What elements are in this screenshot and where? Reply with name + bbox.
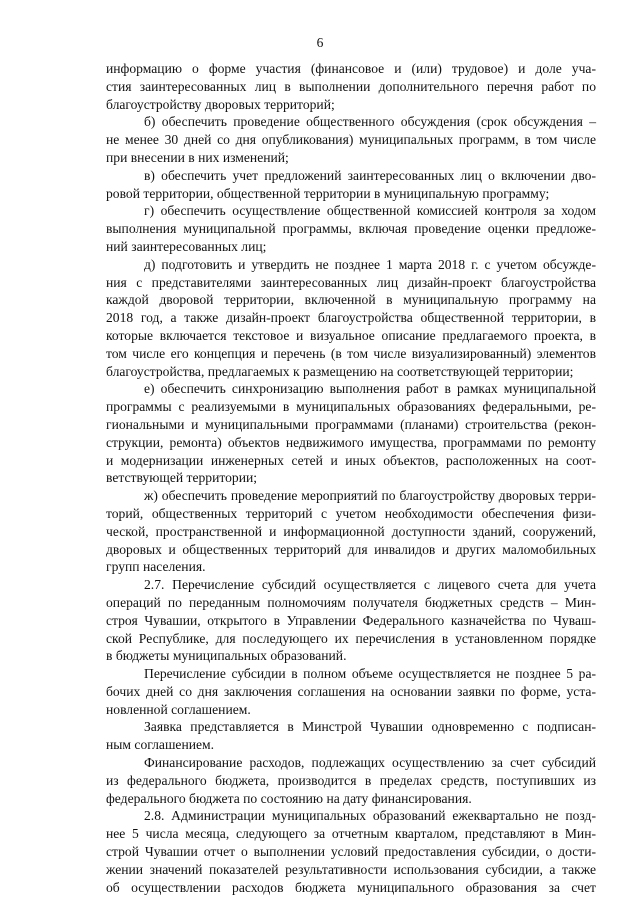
text-line: не менее 30 дней со дня опубликования) муниципальных программ, в том числе xyxy=(106,132,596,148)
text-line: ний заинтересованных лиц; xyxy=(106,238,267,254)
paragraph xyxy=(106,167,596,203)
text-line: строя Чувашии, открытого в Управлении Федерального казначейства по Чуваш- xyxy=(106,612,596,628)
paragraph xyxy=(106,202,596,255)
text-line: ным соглашением. xyxy=(106,737,215,753)
text-line: федерального бюджета по состоянию на дату финансирования. xyxy=(106,790,472,806)
paragraph xyxy=(106,718,596,754)
text-line: благоустройству дворовых территорий; xyxy=(106,96,335,112)
text-line: г) обеспечить осуществление общественной комиссией контроля за ходом xyxy=(144,203,596,219)
text-line: том числе его концепция и перечень (в том числе визуализированный) элементов xyxy=(106,345,596,361)
text-line: строй Чувашии отчет о выполнении условий предоставления субсидии, о дости- xyxy=(106,844,596,860)
text-line: операций по переданным полномочиям получателя бюджетных средств – Мин- xyxy=(106,594,596,610)
paragraph xyxy=(106,576,596,665)
paragraph xyxy=(106,665,596,718)
text-line: ния с представителями заинтересованных лиц дизайн-проект благоустройства xyxy=(106,274,596,290)
text-line: б) обеспечить проведение общественного обсуждения (срок обсуждения – xyxy=(144,114,596,130)
text-line: в бюджеты муниципальных образований. xyxy=(106,648,347,664)
text-line: ческой, пространственной и информационной доступности зданий, сооружений, xyxy=(106,523,596,539)
text-line: Финансирование расходов, подлежащих осуществлению за счет субсидий xyxy=(144,755,596,771)
page-number: 6 xyxy=(316,35,324,50)
text-line: программы с реализуемыми в муниципальных образованиях федеральными, ре- xyxy=(106,399,596,415)
paragraph xyxy=(106,380,596,487)
text-line: торий, общественных территорий с учетом необходимости обеспечения физи- xyxy=(106,505,596,521)
text-line: Перечисление субсидии в полном объеме осуществляется не позднее 5 ра- xyxy=(144,666,596,682)
text-line: е) обеспечить синхронизацию выполнения работ в рамках муниципальной xyxy=(144,381,596,397)
text-line: струкции, ремонта) объектов недвижимого имущества, программами по ремонту xyxy=(106,434,596,450)
text-line: ветствующей территории; xyxy=(106,470,258,486)
document-body xyxy=(106,60,596,896)
text-line: гиональными и муниципальными программами (планами) строительства (рекон- xyxy=(106,416,596,432)
text-line: 2.8. Администрации муниципальных образований ежеквартально не позд- xyxy=(144,808,596,824)
paragraph xyxy=(106,60,596,113)
text-line: д) подготовить и утвердить не позднее 1 марта 2018 г. с учетом обсужде- xyxy=(144,256,596,272)
text-line: благоустройства, предлагаемых к размещению на соответствующей территории; xyxy=(106,363,574,379)
text-line: групп населения. xyxy=(106,559,206,575)
text-line: дворовых и общественных территорий для инвалидов и других маломобильных xyxy=(106,541,596,557)
text-line: которые включается текстовое и визуальное описание предлагаемого проекта, в xyxy=(106,327,596,343)
text-line: каждой дворовой территории, включенной в муниципальную программу на xyxy=(106,292,596,308)
text-line: нее 5 числа месяца, следующего за отчетным кварталом, представляют в Мин- xyxy=(106,826,596,842)
text-line: ж) обеспечить проведение мероприятий по благоустройству дворовых терри- xyxy=(144,488,596,504)
text-line: жении значений показателей результативности использования субсидии, а также xyxy=(106,861,596,877)
text-line: информацию о форме участия (финансовое и (или) трудовое) и доле уча- xyxy=(106,61,596,76)
paragraph xyxy=(106,487,596,576)
text-line: бочих дней со дня заключения соглашения на основании заявки по форме, уста- xyxy=(106,683,596,699)
text-line: 2.7. Перечисление субсидий осуществляется с лицевого счета для учета xyxy=(144,577,596,593)
text-line: при внесении в них изменений; xyxy=(106,149,289,165)
paragraph xyxy=(106,113,596,166)
text-line: новленной соглашением. xyxy=(106,701,251,717)
paragraph xyxy=(106,807,596,896)
text-line: в) обеспечить учет предложений заинтересованных лиц о включении дво- xyxy=(144,167,596,183)
text-line: об осуществлении расходов бюджета муниципального образования за счет xyxy=(106,879,596,895)
text-line: ровой территории, общественной территории в муниципальную программу; xyxy=(106,185,550,201)
text-line: и модернизации инженерных сетей и иных объектов, расположенных на соот- xyxy=(106,452,596,468)
text-line: из федерального бюджета, производится в пределах средств, поступивших из xyxy=(106,772,596,788)
text-line: 2018 год, а также дизайн-проект благоустройства общественной территории, в xyxy=(106,310,596,326)
paragraph xyxy=(106,754,596,807)
text-line: стия заинтересованных лиц в выполнении дополнительного перечня работ по xyxy=(106,78,596,94)
text-line: ской Республике, для последующего их перечисления в установленном порядке xyxy=(106,630,596,646)
paragraph xyxy=(106,256,596,381)
text-line: выполнения муниципальной программы, включая проведение оценки предложе- xyxy=(106,221,596,237)
text-line: Заявка представляется в Минстрой Чувашии одновременно с подписан- xyxy=(144,719,596,735)
